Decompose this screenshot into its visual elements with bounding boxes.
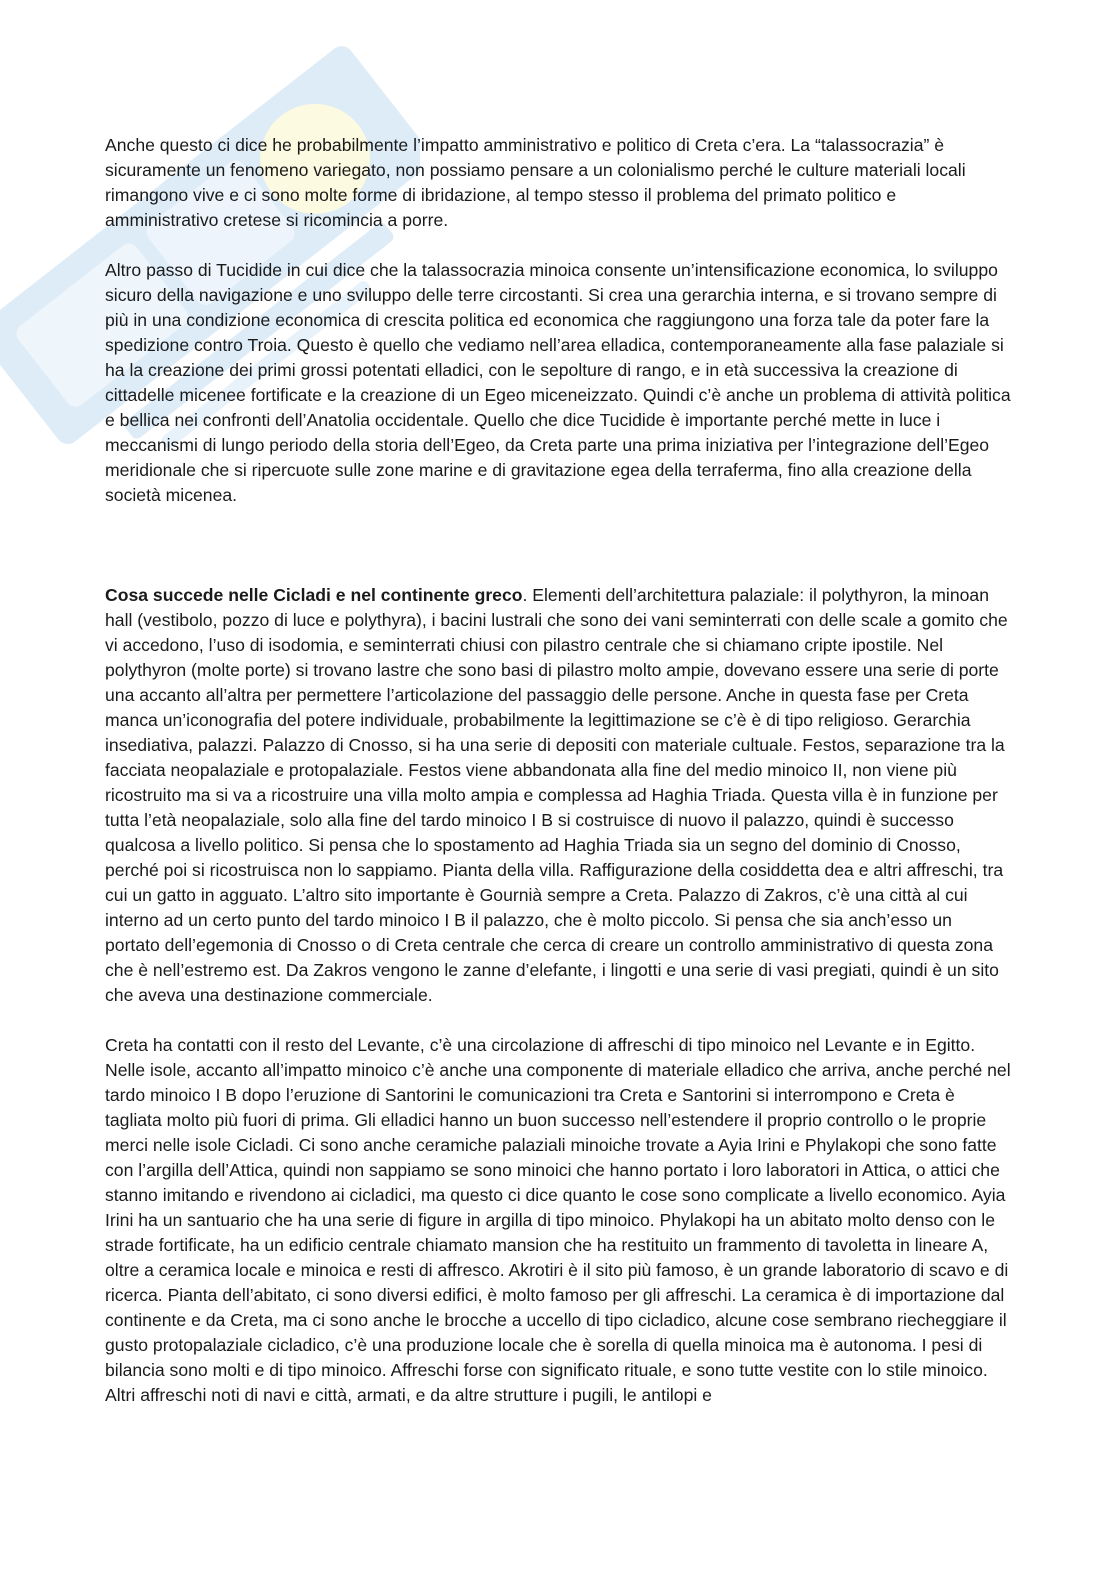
paragraph-1: Anche questo ci dice he probabilmente l’impatto amministrativo e politico di Creta c’era. La “talassocrazia” è sicuramente un fenomeno variegato, non possiamo pensare a un colonialismo perché le culture materiali locali rimangono vive e ci sono molte forme di ibridazione, al tempo stesso il problema del primato politico e amministrativo cretese si ricomincia a porre. [105, 135, 966, 230]
paragraph-2: Altro passo di Tucidide in cui dice che la talassocrazia minoica consente un’intensificazione economica, lo sviluppo sicuro della navigazione e uno sviluppo delle terre circostanti. Si crea una gerarchia interna, e si trovano sempre di più in una condizione economica di crescita politica ed economica che raggiungono una forza tale da poter fare la spedizione contro Troia. Questo è quello che vediamo nell’area elladica, contemporaneamente alla fase palaziale si ha la creazione dei primi grossi potentati elladici, con le sepolture di rango, e in età successiva la creazione di cittadelle micenee fortificate e la creazione di un Egeo miceneizzato. Quindi c’è anche un problema di attività politica e bellica nei confronti dell’Anatolia occidentale. Quello che dice Tucidide è importante perché mette in luce i meccanismi di lungo periodo della storia dell’Egeo, da Creta parte una prima iniziativa per l’integrazione dell’Egeo meridionale che si ripercuote sulle zone marine e di gravitazione egea della terraferma, fino alla creazione della società micenea. [105, 260, 1011, 505]
paragraph-3 [105, 583, 1011, 1008]
document-page [105, 133, 1011, 1408]
paragraph-3-body: . Elementi dell’architettura palaziale: il polythyron, la minoan hall (vestibolo, pozzo di luce e polythyra), i bacini lustrali che sono dei vani seminterrati con delle scale a gomito che vi accedono, l’uso di isodomia, e seminterrati chiusi con pilastro centrale che si chiamano cripte ipostile. Nel polythyron (molte porte) si trovano lastre che sono basi di pilastro molto ampie, dovevano essere una serie di porte una accanto all’altra per permettere l’articolazione del passaggio delle persone. Anche in questa fase per Creta manca un’iconografia del potere individuale, probabilmente la legittimazione se c’è è di tipo religioso. Gerarchia insediativa, palazzi. Palazzo di Cnosso, si ha una serie di depositi con materiale cultuale. Festos, separazione tra la facciata neopalaziale e protopalaziale. Festos viene abbandonata alla fine del medio minoico II, non viene più ricostruito ma si va a ricostruire una villa molto ampia e complessa ad Haghia Triada. Questa villa è in funzione per tutta l’età neopalaziale, solo alla fine del tardo minoico I B si costruisce di nuovo il palazzo, quindi è successo qualcosa a livello politico. Si pensa che lo spostamento ad Haghia Triada sia un segno del dominio di Cnosso, perché poi si ricostruisca non lo sappiamo. Pianta della villa. Raffigurazione della cosiddetta dea e altri affreschi, tra cui un gatto in agguato. L’altro sito importante è Gournià sempre a Creta. Palazzo di Zakros, c’è una città al cui interno ad un certo punto del tardo minoico I B il palazzo, che è molto piccolo. Si pensa che sia anch’esso un portato dell’egemonia di Cnosso o di Creta centrale che cerca di creare un controllo amministrativo di questa zona che è nell’estremo est. Da Zakros vengono le zanne d’elefante, i lingotti e una serie di vasi pregiati, quindi è un sito che aveva una destinazione commerciale. [105, 585, 1008, 1005]
paragraph-3-heading: Cosa succede nelle Cicladi e nel continente greco [105, 585, 523, 605]
paragraph-4: Creta ha contatti con il resto del Levante, c’è una circolazione di affreschi di tipo minoico nel Levante e in Egitto. Nelle isole, accanto all’impatto minoico c’è anche una componente di materiale elladico che arriva, anche perché nel tardo minoico I B dopo l’eruzione di Santorini le comunicazioni tra Creta e Santorini si interrompono e Creta è tagliata molto più fuori di prima. Gli elladici hanno un buon successo nell’estendere il proprio controllo o le proprie merci nelle isole Cicladi. Ci sono anche ceramiche palaziali minoiche trovate a Ayia Irini e Phylakopi che sono fatte con l’argilla dell’Attica, quindi non sappiamo se sono minoici che hanno portato i loro laboratori in Attica, o attici che stanno imitando e rivendono ai cicladici, ma questo ci dice quanto le cose sono complicate a livello economico. Ayia Irini ha un santuario che ha una serie di figure in argilla di tipo minoico. Phylakopi ha un abitato molto denso con le strade fortificate, ha un edificio centrale chiamato mansion che ha restituito un frammento di tavoletta in lineare A, oltre a ceramica locale e minoica e resti di affresco. Akrotiri è il sito più famoso, è un grande laboratorio di scavo e di ricerca. Pianta dell’abitato, ci sono diversi edifici, è molto famoso per gli affreschi. La ceramica è di importazione dal continente e da Creta, ma ci sono anche le brocche a uccello di tipo cicladico, alcune cose sembrano riecheggiare il gusto protopalaziale cicladico, c’è una produzione locale che è sorella di quella minoica ma è autonoma. I pesi di bilancia sono molti e di tipo minoico. Affreschi forse con significato rituale, e sono tutte vestite con lo stile minoico. Altri affreschi noti di navi e città, armati, e da altre strutture i pugili, le antilopi e [105, 1035, 1011, 1405]
